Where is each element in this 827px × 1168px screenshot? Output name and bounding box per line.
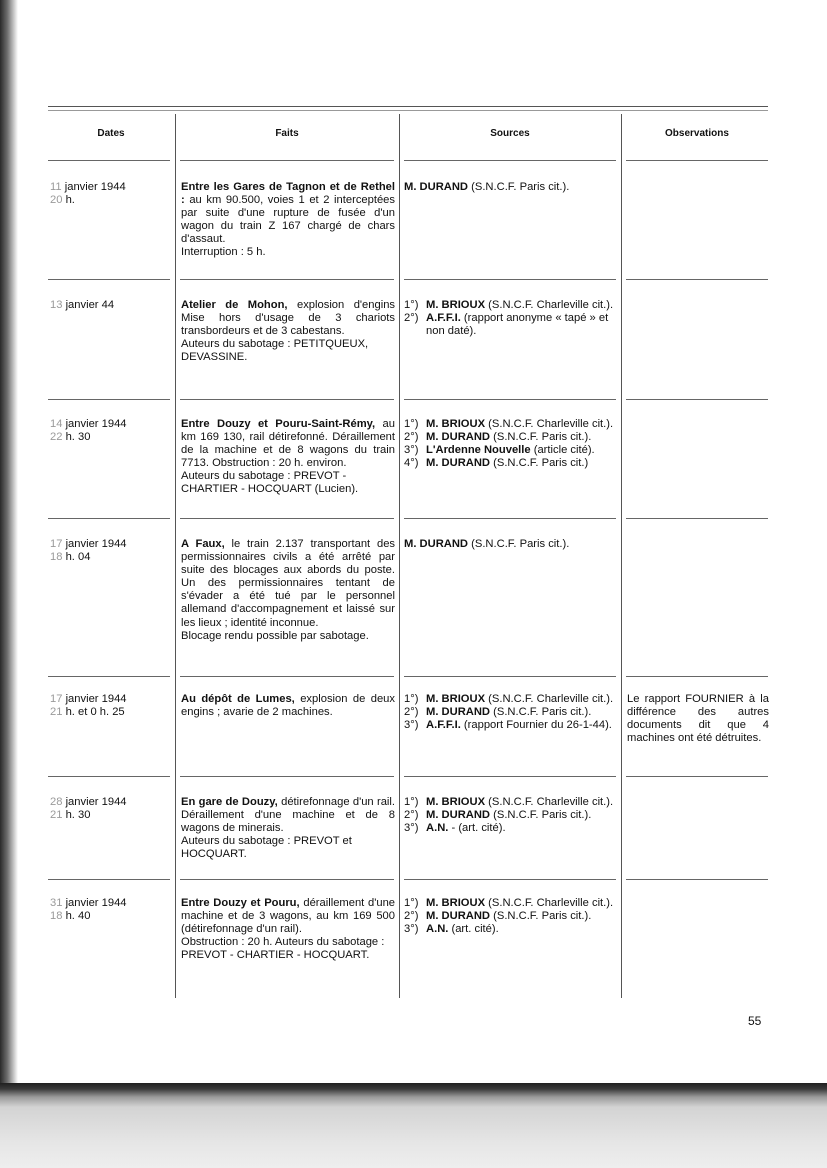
source-reference: (S.N.C.F. Paris cit.). bbox=[493, 706, 592, 719]
table-top-rule-2 bbox=[48, 110, 768, 111]
date-day: 17 bbox=[50, 693, 63, 705]
source-reference: (art. cité). bbox=[451, 923, 499, 936]
date-day: 28 bbox=[50, 796, 63, 808]
sources-cell bbox=[404, 299, 618, 338]
time-hour: 21 bbox=[50, 809, 63, 822]
time-rest: h. et 0 h. 25 bbox=[65, 706, 125, 719]
source-item bbox=[404, 693, 618, 706]
time-hour: 18 bbox=[50, 910, 63, 923]
source-item bbox=[404, 444, 618, 457]
page-number: 55 bbox=[748, 1014, 762, 1028]
source-name: M. BRIOUX bbox=[426, 299, 486, 311]
source-name: M. BRIOUX bbox=[426, 796, 486, 808]
date-month-year: janvier 44 bbox=[65, 299, 115, 311]
source-reference: (rapport Fournier du 26-1-44). bbox=[463, 719, 612, 732]
source-number: 1°) bbox=[404, 897, 419, 909]
date-day: 13 bbox=[50, 299, 63, 311]
date-cell bbox=[50, 538, 172, 564]
source-item bbox=[404, 418, 618, 431]
fact-description: au km 90.500, voies 1 et 2 interceptées par suite d'une rupture de fusée d'un wagon du train Z 167 chargé de chars d'assaut. bbox=[181, 194, 395, 246]
header-observations: Observations bbox=[665, 128, 729, 139]
date-month-year: janvier 1944 bbox=[65, 538, 127, 550]
fact-extra: Auteurs du sabotage : PETITQUEUX, DEVASSINE. bbox=[181, 338, 369, 364]
sources-cell bbox=[404, 181, 618, 194]
source-name: L'Ardenne Nouvelle bbox=[426, 444, 531, 457]
date-month-year: janvier 1944 bbox=[65, 796, 127, 808]
source-reference: (S.N.C.F. Charleville cit.). bbox=[488, 897, 614, 909]
fact-place: Atelier de Mohon, bbox=[181, 299, 288, 311]
fact-extra: Auteurs du sabotage : PREVOT et HOCQUART. bbox=[181, 835, 352, 861]
fact-place: Au dépôt de Lumes, bbox=[181, 693, 295, 705]
fact-cell bbox=[181, 299, 395, 364]
fact-cell bbox=[181, 693, 395, 719]
source-number: 2°) bbox=[404, 312, 419, 325]
fact-cell bbox=[181, 181, 395, 260]
source-item bbox=[404, 822, 618, 835]
fact-description: explosion de deux engins ; avarie de 2 machines. bbox=[181, 693, 395, 719]
date-month-year: janvier 1944 bbox=[64, 181, 126, 193]
time-rest: h. 30 bbox=[65, 809, 91, 822]
scan-left-edge bbox=[0, 0, 18, 1168]
time-hour: 22 bbox=[50, 431, 63, 444]
fact-place: Entre Douzy et Pouru-Saint-Rémy, bbox=[181, 418, 376, 430]
fact-description: explosion d'engins Mise hors d'usage de 3 chariots transbordeurs et de 3 cabestans. bbox=[181, 299, 396, 338]
time-hour: 18 bbox=[50, 551, 63, 564]
source-item bbox=[404, 538, 618, 551]
source-reference: (S.N.C.F. Charleville cit.). bbox=[488, 693, 614, 705]
date-cell bbox=[50, 299, 172, 312]
source-reference: (S.N.C.F. Charleville cit.). bbox=[488, 418, 614, 430]
source-item bbox=[404, 312, 618, 338]
source-reference: (S.N.C.F. Paris cit.) bbox=[493, 457, 589, 470]
source-name: A.F.F.I. bbox=[426, 719, 461, 732]
source-item bbox=[404, 706, 618, 719]
source-reference: (S.N.C.F. Paris cit.). bbox=[471, 538, 570, 550]
source-name: M. DURAND bbox=[426, 910, 491, 923]
sources-cell bbox=[404, 796, 618, 835]
time-hour: 21 bbox=[50, 706, 63, 719]
time-rest: h. 04 bbox=[65, 551, 91, 564]
source-name: M. DURAND bbox=[404, 181, 469, 193]
source-item bbox=[404, 457, 618, 470]
source-number: 3°) bbox=[404, 444, 419, 457]
source-item bbox=[404, 719, 618, 732]
source-name: A.N. bbox=[426, 822, 449, 835]
date-day: 31 bbox=[50, 897, 63, 909]
fact-description: le train 2.137 transportant des permissionnaires civils a été arrêté par suite des blocages aux abords du poste. Un des permissionnaires tentant de s'évader a été tué par le personnel allemand d'accompagnement et laissé sur les lieux ; identité inconnue. bbox=[181, 538, 396, 629]
sources-cell bbox=[404, 897, 618, 936]
source-reference: (rapport anonyme « tapé » et non daté). bbox=[426, 312, 609, 338]
header-faits: Faits bbox=[275, 128, 299, 139]
fact-extra: Obstruction : 20 h. Auteurs du sabotage : PREVOT - CHARTIER - HOCQUART. bbox=[181, 936, 385, 962]
source-reference: (S.N.C.F. Paris cit.). bbox=[493, 431, 592, 444]
source-number: 1°) bbox=[404, 418, 419, 430]
sources-cell bbox=[404, 693, 618, 732]
fact-place: En gare de Douzy, bbox=[181, 796, 278, 808]
fact-place: Entre les Gares de Tagnon et de Rethel : bbox=[181, 181, 395, 207]
fact-cell bbox=[181, 418, 395, 497]
source-item bbox=[404, 923, 618, 936]
fact-description: déraillement d'une machine et de 3 wagons, au km 169 500 (détirefonnage d'un rail). bbox=[181, 897, 396, 936]
source-reference: (S.N.C.F. Paris cit.). bbox=[493, 809, 592, 822]
source-number: 4°) bbox=[404, 457, 419, 470]
source-reference: (article cité). bbox=[533, 444, 595, 457]
time-hour: 20 bbox=[50, 194, 63, 207]
date-month-year: janvier 1944 bbox=[65, 693, 127, 705]
fact-place: Entre Douzy et Pouru, bbox=[181, 897, 300, 909]
source-name: M. BRIOUX bbox=[426, 897, 486, 909]
fact-description: détirefonnage d'un rail. Déraillement d'une machine et de 8 wagons de minerais. bbox=[181, 796, 395, 835]
date-cell bbox=[50, 418, 172, 444]
source-name: M. BRIOUX bbox=[426, 693, 486, 705]
date-cell bbox=[50, 693, 172, 719]
source-item bbox=[404, 431, 618, 444]
source-reference: (S.N.C.F. Paris cit.). bbox=[493, 910, 592, 923]
date-cell bbox=[50, 181, 172, 207]
sources-cell bbox=[404, 538, 618, 551]
observation-text: Le rapport FOURNIER à la différence des autres documents dit que 4 machines ont été détruites. bbox=[627, 693, 769, 745]
date-day: 14 bbox=[50, 418, 63, 430]
date-cell bbox=[50, 897, 172, 923]
date-cell bbox=[50, 796, 172, 822]
fact-description: au km 169 130, rail détirefonné. Déraillement de la machine et de 8 wagons du train 7713. Obstruction : 20 h. environ. bbox=[181, 418, 395, 470]
time-rest: h. 30 bbox=[65, 431, 91, 444]
source-number: 1°) bbox=[404, 299, 419, 311]
source-name: A.N. bbox=[426, 923, 449, 936]
source-name: A.F.F.I. bbox=[426, 312, 461, 325]
column-divider bbox=[399, 114, 400, 998]
source-number: 3°) bbox=[404, 719, 419, 732]
source-name: M. DURAND bbox=[426, 431, 491, 444]
header-dates: Dates bbox=[97, 128, 125, 139]
fact-cell bbox=[181, 538, 395, 643]
date-month-year: janvier 1944 bbox=[65, 418, 127, 430]
fact-extra: Blocage rendu possible par sabotage. bbox=[181, 629, 369, 642]
source-number: 2°) bbox=[404, 706, 419, 719]
date-month-year: janvier 1944 bbox=[65, 897, 127, 909]
date-day: 17 bbox=[50, 538, 63, 550]
source-number: 1°) bbox=[404, 796, 419, 808]
time-rest: h. 40 bbox=[65, 910, 91, 923]
fact-extra: Interruption : 5 h. bbox=[181, 246, 266, 259]
source-number: 2°) bbox=[404, 910, 419, 923]
source-reference: - (art. cité). bbox=[451, 822, 506, 835]
source-number: 3°) bbox=[404, 822, 419, 835]
source-item bbox=[404, 299, 618, 312]
fact-extra: Auteurs du sabotage : PREVOT - CHARTIER - HOCQUART (Lucien). bbox=[181, 470, 359, 496]
table-top-rule bbox=[48, 106, 768, 107]
column-divider bbox=[175, 114, 176, 998]
source-reference: (S.N.C.F. Paris cit.). bbox=[471, 181, 570, 193]
source-name: M. DURAND bbox=[404, 538, 469, 550]
sources-cell bbox=[404, 418, 618, 470]
source-name: M. DURAND bbox=[426, 457, 491, 470]
header-sources: Sources bbox=[490, 128, 530, 139]
source-number: 3°) bbox=[404, 923, 419, 936]
source-reference: (S.N.C.F. Charleville cit.). bbox=[488, 796, 614, 808]
fact-cell bbox=[181, 796, 395, 861]
observation-cell bbox=[627, 693, 769, 745]
source-item bbox=[404, 796, 618, 809]
source-item bbox=[404, 897, 618, 910]
source-name: M. DURAND bbox=[426, 706, 491, 719]
source-item bbox=[404, 910, 618, 923]
fact-place: A Faux, bbox=[181, 538, 225, 550]
source-number: 2°) bbox=[404, 809, 419, 822]
scan-bottom-edge bbox=[0, 1083, 827, 1168]
source-item bbox=[404, 181, 618, 194]
column-divider bbox=[621, 114, 622, 998]
source-number: 2°) bbox=[404, 431, 419, 444]
source-name: M. BRIOUX bbox=[426, 418, 486, 430]
source-number: 1°) bbox=[404, 693, 419, 705]
time-rest: h. bbox=[65, 194, 75, 207]
source-name: M. DURAND bbox=[426, 809, 491, 822]
fact-cell bbox=[181, 897, 395, 962]
date-day: 11 bbox=[50, 181, 62, 193]
source-item bbox=[404, 809, 618, 822]
source-reference: (S.N.C.F. Charleville cit.). bbox=[488, 299, 614, 311]
